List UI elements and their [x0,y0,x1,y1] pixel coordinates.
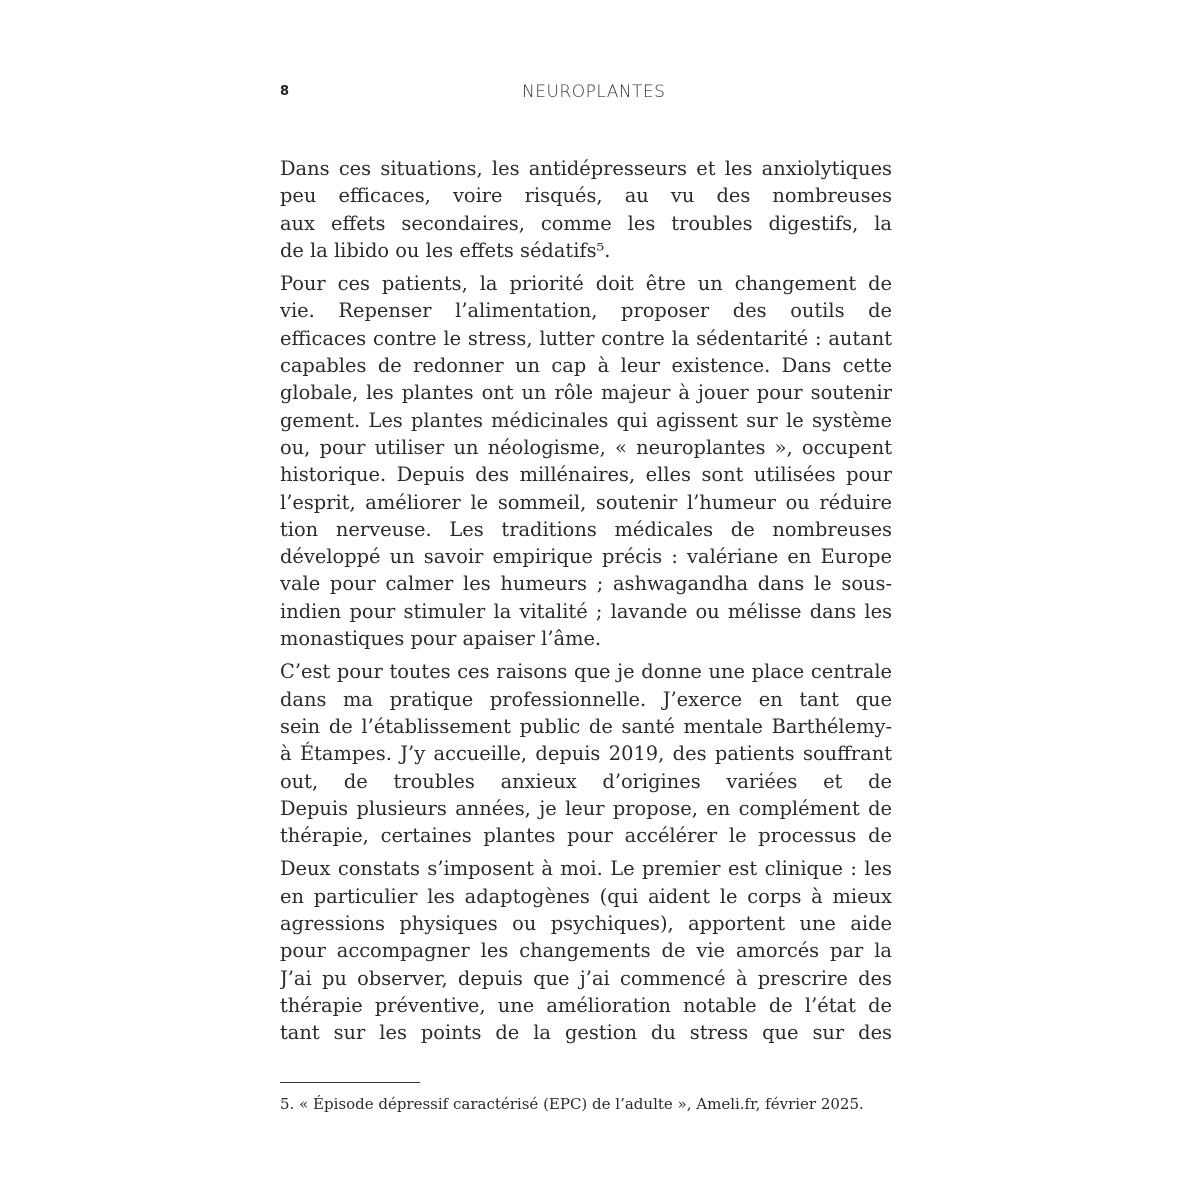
text-line: en particulier les adaptogènes (qui aident le corps à mieux [280,884,892,908]
running-title: NEUROPLANTES [522,82,666,102]
text-line: gement. Les plantes médicinales qui agissent sur le système [280,408,892,432]
paragraph [280,155,892,264]
text-line: l’esprit, améliorer le sommeil, soutenir l’humeur ou réduire [280,490,892,514]
text-line: aux effets secondaires, comme les troubles digestifs, la [280,211,892,235]
text-line: pour accompagner les changements de vie amorcés par la [280,939,892,963]
paragraph [280,270,892,652]
text-line: tant sur les points de la gestion du stress que sur des [280,1021,892,1045]
paragraph [280,855,892,1046]
text-line: indien pour stimuler la vitalité ; lavande ou mélisse dans les [280,599,892,623]
paragraph [280,658,892,849]
text-line: sein de l’établissement public de santé mentale Barthélemy- [280,714,892,738]
text-line: Depuis plusieurs années, je leur propose, en complément de [280,796,892,820]
text-line: capables de redonner un cap à leur existence. Dans cette [280,354,892,378]
text-line: vie. Repenser l’alimentation, proposer des outils de [280,299,892,323]
text-line: monastiques pour apaiser l’âme. [280,627,602,651]
text-line: historique. Depuis des millénaires, elles sont utilisées pour [280,463,892,487]
text-line: vale pour calmer les humeurs ; ashwagandha dans le sous- [280,572,892,596]
text-line: J’ai pu observer, depuis que j’ai commencé à prescrire des [280,966,892,990]
text-line: Deux constats s’imposent à moi. Le premier est clinique : les [280,857,892,881]
text-line: agressions physiques ou psychiques), apportent une aide [280,912,892,936]
text-line: thérapie préventive, une amélioration notable de l’état de [280,993,892,1017]
text-line: globale, les plantes ont un rôle majeur à jouer pour soutenir [280,381,892,405]
text-line: tion nerveuse. Les traditions médicales de nombreuses [280,517,892,541]
text-line: peu efficaces, voire risqués, au vu des nombreuses [280,184,892,208]
text-line: ou, pour utiliser un néologisme, « neuroplantes », occupent [280,435,892,459]
text-line: out, de troubles anxieux d’origines variées et de [280,769,892,793]
text-line: efficaces contre le stress, lutter contre la sédentarité : autant [280,326,892,350]
text-line: à Étampes. J’y accueille, depuis 2019, des patients souffrant [280,742,892,766]
text-line: Dans ces situations, les antidépresseurs et les anxiolytiques [280,157,892,180]
text-line: de la libido ou les effets sédatifs⁵. [280,238,611,262]
text-line: Pour ces patients, la priorité doit être un changement de [280,272,892,296]
footnote-rule [280,1082,420,1083]
page-number: 8 [280,84,290,99]
body-text [280,155,892,1053]
footnote: 5. « Épisode dépressif caractérisé (EPC) de l’adulte », Ameli.fr, février 2025. [280,1095,864,1113]
text-line: thérapie, certaines plantes pour accélérer le processus de [280,824,892,848]
text-line: dans ma pratique professionnelle. J’exerce en tant que [280,687,892,711]
text-line: C’est pour toutes ces raisons que je donne une place centrale [280,660,892,684]
text-line: développé un savoir empirique précis : valériane en Europe [280,545,892,569]
